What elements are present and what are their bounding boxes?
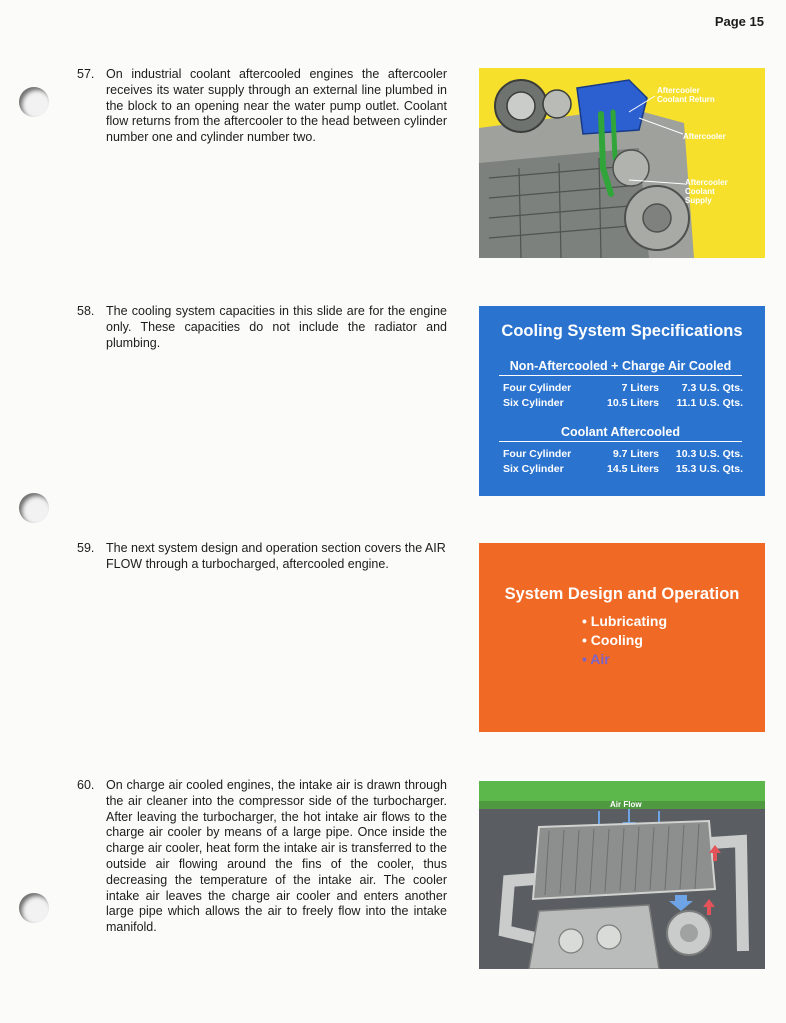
section-header: Non-Aftercooled + Charge Air Cooled — [499, 359, 742, 376]
callout-line: Aftercooler — [685, 178, 728, 187]
spec-liters: 10.5 Liters — [607, 397, 659, 409]
spec-liters: 9.7 Liters — [612, 448, 659, 460]
spec-label: Six Cylinder — [503, 463, 564, 475]
callout-aftercooler-coolant-return — [657, 86, 715, 104]
spec-label: Four Cylinder — [503, 382, 572, 394]
punch-hole — [19, 493, 49, 523]
paragraph-text: On industrial coolant aftercooled engines the aftercooler receives its water supply through an external line plumbed in the block to an opening near the water pump outlet. Coolant flow returns from the aftercooler to the head between cylinder number one and cylinder number two. — [106, 67, 447, 145]
paragraph-59 — [77, 541, 447, 573]
bullet-air: • Air — [582, 651, 610, 667]
paragraph-57 — [77, 67, 447, 146]
spec-quarts: 10.3 U.S. Qts. — [675, 448, 743, 460]
slide-title: System Design and Operation — [504, 585, 740, 603]
callout-air-flow: Air Flow — [610, 800, 642, 809]
paragraph-text: The cooling system capacities in this slide are for the engine only. These capacities do not include the radiator and plumbing. — [106, 304, 447, 350]
callout-line: Aftercooler — [657, 86, 700, 95]
spec-liters: 7 Liters — [621, 382, 659, 394]
spec-label: Six Cylinder — [503, 397, 564, 409]
spec-quarts: 11.1 U.S. Qts. — [676, 397, 743, 409]
paragraph-number: 59. — [77, 541, 95, 555]
paragraph-number: 60. — [77, 778, 95, 792]
paragraph-number: 58. — [77, 304, 95, 318]
spec-quarts: 7.3 U.S. Qts. — [681, 382, 743, 394]
page-number: Page 15 — [714, 14, 764, 29]
spec-quarts: 15.3 U.S. Qts. — [675, 463, 743, 475]
paragraph-text: The next system design and operation section covers the AIR FLOW through a turbocharged, aftercooled engine. — [106, 541, 446, 571]
charge-air-cooler-illustration — [479, 781, 765, 969]
punch-hole — [19, 87, 49, 117]
paragraph-text: On charge air cooled engines, the intake air is drawn through the air cleaner into the compressor side of the turbocharger. After leaving the turbocharger, the hot intake air flows to the charge air cooler by means of a large pipe. Once inside the charge air cooler, heat form the intake air is transferred to the outside air flowing around the fins of the cooler, thus decreasing the temperature of the intake air. The cooler intake air leaves the charge air cooler and enters another large pipe which allows the air to freely flow into the intake manifold. — [106, 778, 447, 935]
engine-illustration — [479, 68, 765, 258]
spec-liters: 14.5 Liters — [607, 463, 659, 475]
slide-system-design-and-operation — [479, 543, 765, 732]
bullet-lubricating: • Lubricating — [582, 613, 668, 629]
spec-label: Four Cylinder — [503, 448, 572, 460]
section-header: Coolant Aftercooled — [499, 425, 742, 442]
slide-charge-air-cooler — [479, 781, 765, 969]
slide-aftercooler-coolant — [479, 68, 765, 258]
punch-hole — [19, 893, 49, 923]
callout-line: Supply — [685, 196, 712, 205]
callout-aftercooler: Aftercooler — [683, 132, 726, 141]
slide-cooling-system-specifications — [479, 306, 765, 496]
callout-aftercooler-coolant-supply — [685, 178, 728, 205]
paragraph-58 — [77, 304, 447, 351]
paragraph-number: 57. — [77, 67, 95, 81]
callout-line: Coolant — [685, 187, 715, 196]
callout-line: Coolant Return — [657, 95, 715, 104]
slide-title: Cooling System Specifications — [501, 322, 743, 340]
paragraph-60 — [77, 778, 447, 936]
bullet-cooling: • Cooling — [582, 632, 643, 648]
